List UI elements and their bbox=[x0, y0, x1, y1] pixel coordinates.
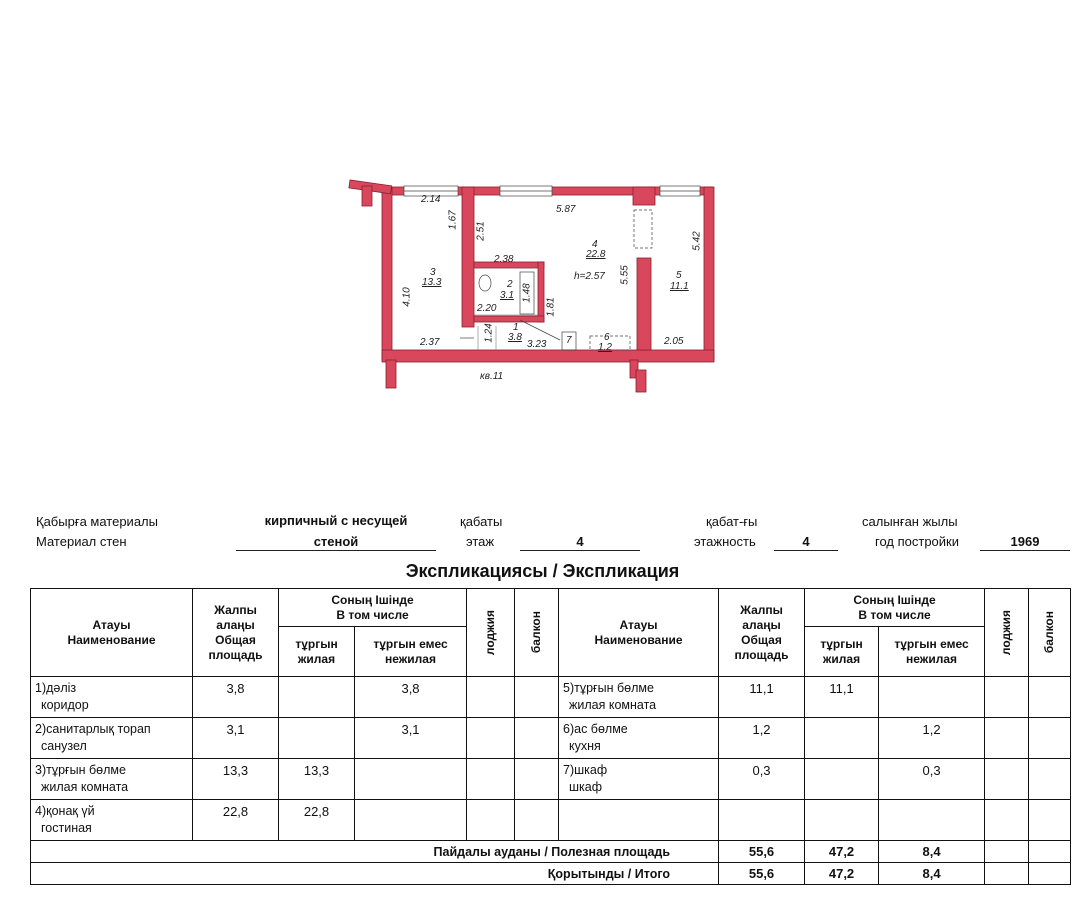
room-number: 6 bbox=[604, 332, 610, 343]
header-nonliving: тұргын емес нежилая bbox=[355, 627, 467, 677]
useful-area-label: Пайдалы ауданы / Полезная площадь bbox=[31, 841, 719, 863]
room-area: 1.2 bbox=[598, 342, 612, 353]
dim-label: 2.20 bbox=[477, 303, 497, 314]
table-row: 1)дәліз коридор 3,8 3,8 5)тұрғын бөлме жилая комната 11,1 11,1 bbox=[31, 677, 1071, 718]
wall-material-label-ru: Материал стен bbox=[36, 534, 127, 549]
dim-label: 1.81 bbox=[545, 297, 557, 317]
room-number: 5 bbox=[676, 270, 682, 281]
floors-underline bbox=[774, 550, 838, 551]
useful-area-nonliving: 8,4 bbox=[879, 841, 985, 863]
header-balcony: балкон bbox=[515, 589, 559, 677]
dim-label: 3.23 bbox=[527, 339, 547, 350]
header-name: Атауы Наименование bbox=[559, 589, 719, 677]
year-value: 1969 bbox=[1010, 534, 1040, 549]
header-including: Соның Ішінде В том числе bbox=[279, 589, 467, 627]
apartment-label: кв.11 bbox=[480, 371, 504, 382]
wall-material-value-1: кирпичный с несущей bbox=[264, 513, 408, 528]
room-area: 11.1 bbox=[670, 281, 689, 292]
dim-label: 4.10 bbox=[401, 287, 413, 307]
dim-label: 5.55 bbox=[619, 265, 631, 285]
floor-value: 4 bbox=[576, 534, 584, 549]
dim-label: 2.14 bbox=[421, 194, 441, 205]
room-number: 3 bbox=[430, 267, 436, 278]
dim-label: 5.42 bbox=[691, 231, 703, 251]
dim-label: 1.24 bbox=[483, 323, 495, 343]
header-total: Жалпы алаңы Общая площадь bbox=[193, 589, 279, 677]
useful-area-living: 47,2 bbox=[805, 841, 879, 863]
header-including: Соның Ішінде В том числе bbox=[805, 589, 985, 627]
room-area: 22.8 bbox=[586, 249, 606, 260]
floor-label-ru: этаж bbox=[466, 534, 495, 549]
useful-area-total: 55,6 bbox=[719, 841, 805, 863]
header-loggia: лоджия bbox=[985, 589, 1029, 677]
header-living: тұргын жилая bbox=[805, 627, 879, 677]
year-label-ru: год постройки bbox=[875, 534, 959, 549]
header-total: Жалпы алаңы Общая площадь bbox=[719, 589, 805, 677]
room-area: 3.8 bbox=[508, 332, 522, 343]
floor-label-kz: қабаты bbox=[460, 514, 503, 529]
floors-value: 4 bbox=[802, 534, 810, 549]
dim-label: 1.67 bbox=[447, 210, 459, 230]
dim-label: 2.05 bbox=[664, 336, 684, 347]
header-nonliving: тұргын емес нежилая bbox=[879, 627, 985, 677]
header-living: тұргын жилая bbox=[279, 627, 355, 677]
dim-label: 1.48 bbox=[521, 283, 533, 303]
table-row: 4)қонақ үй гостиная 22,8 22,8 bbox=[31, 800, 1071, 841]
room-number: 1 bbox=[513, 322, 519, 333]
floors-label-ru: этажность bbox=[694, 534, 756, 549]
room-area: 3.1 bbox=[500, 290, 514, 301]
header-name: Атауы Наименование bbox=[31, 589, 193, 677]
grand-total-total: 55,6 bbox=[719, 863, 805, 885]
wall-material-value-2: стеной bbox=[313, 534, 359, 549]
room-area: 13.3 bbox=[422, 277, 442, 288]
year-underline bbox=[980, 550, 1070, 551]
explication-title: Экспликациясы / Экспликация bbox=[405, 561, 680, 581]
grand-total-row bbox=[31, 863, 1071, 885]
table-row: 3)тұрғын бөлме жилая комната 13,3 13,3 7)шкаф шкаф 0,3 0,3 bbox=[31, 759, 1071, 800]
header-balcony: балкон bbox=[1029, 589, 1071, 677]
room-number: 4 bbox=[592, 239, 598, 250]
year-label-kz: салынған жылы bbox=[862, 514, 958, 529]
dim-label: 2.37 bbox=[420, 337, 440, 348]
wall-material-underline bbox=[236, 550, 436, 551]
grand-total-nonliving: 8,4 bbox=[879, 863, 985, 885]
useful-area-row bbox=[31, 841, 1071, 863]
header-loggia: лоджия bbox=[467, 589, 515, 677]
floors-label-kz: қабат-ғы bbox=[706, 514, 758, 529]
room-number: 7 bbox=[566, 335, 572, 346]
dim-label: 2.51 bbox=[475, 221, 487, 241]
grand-total-living: 47,2 bbox=[805, 863, 879, 885]
ceiling-height: h=2.57 bbox=[574, 271, 605, 282]
dim-label: 2.38 bbox=[494, 254, 514, 265]
wall-material-label-kz: Қабырға материалы bbox=[36, 514, 158, 529]
table-row: 2)санитарлық торап санузел 3,1 3,1 6)ас бөлме кухня 1,2 1,2 bbox=[31, 718, 1071, 759]
explication-table bbox=[30, 588, 1071, 885]
grand-total-label: Қорытынды / Итого bbox=[31, 863, 719, 885]
dim-label: 5.87 bbox=[556, 204, 576, 215]
room-number: 2 bbox=[507, 279, 513, 290]
floor-underline bbox=[520, 550, 640, 551]
